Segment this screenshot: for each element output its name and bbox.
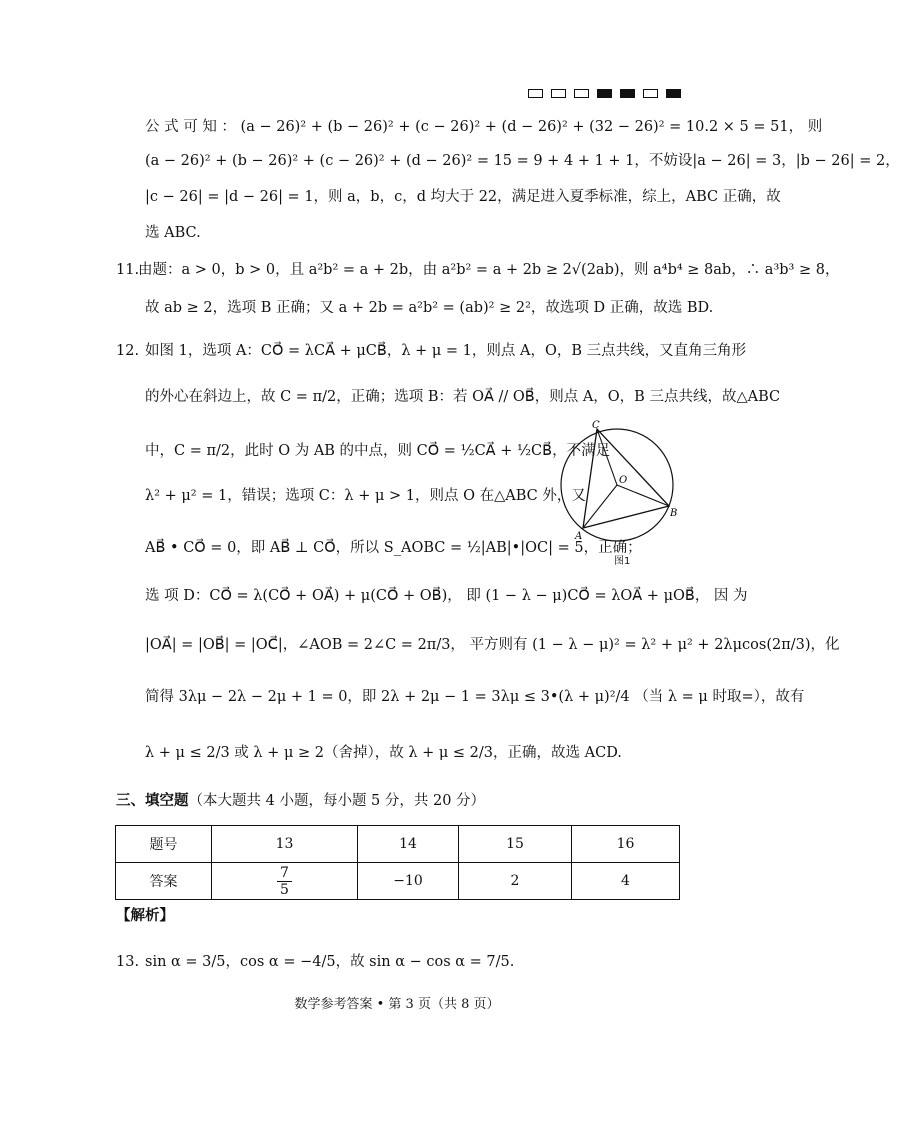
section-note: （本大题共 4 小题，每小题 5 分，共 20 分） bbox=[188, 793, 486, 809]
section-heading bbox=[116, 790, 485, 812]
table-header-cell: 题号 bbox=[116, 826, 212, 863]
marker-square-empty bbox=[528, 89, 543, 98]
section-title: 三、填空题 bbox=[116, 793, 189, 809]
text-line: AB⃗ • CO⃗ = 0，即 AB⃗ ⊥ CO⃗，所以 S_AOBC = ½|AB|•|OC| = 5，正确； bbox=[145, 540, 642, 556]
text-line: 公 式 可 知 ： (a − 26)² + (b − 26)² + (c − 26)² + (d − 26)² + (32 − 26)² = 10.2 × 5 = 51， 则 bbox=[145, 119, 823, 135]
marker-square-empty bbox=[551, 89, 566, 98]
text-line: 中，C = π/2，此时 O 为 AB 的中点，则 CO⃗ = ½CA⃗ + ½CB⃗，不满足 bbox=[145, 443, 611, 459]
fraction-denominator: 5 bbox=[280, 881, 289, 898]
page-footer: 数学参考答案 • 第 3 页（共 8 页） bbox=[294, 997, 500, 1012]
text-line: 由题：a > 0，b > 0，且 a²b² = a + 2b，由 a²b² = a + 2b ≥ 2√(2ab)，则 a⁴b⁴ ≥ 8ab，∴ a³b³ ≥ 8， bbox=[138, 262, 840, 278]
text-line: 选 项 D：CO⃗ = λ(CO⃗ + OA⃗) + μ(CO⃗ + OB⃗)， 即 (1 − λ − μ)CO⃗ = λOA⃗ + μOB⃗， 因 为 bbox=[145, 588, 748, 604]
text-line: 选 ABC. bbox=[145, 225, 201, 241]
label-a: A bbox=[575, 531, 583, 542]
table-row bbox=[116, 863, 680, 900]
answer-table bbox=[115, 825, 680, 900]
table-cell: 2 bbox=[459, 863, 572, 900]
marker-square-empty bbox=[643, 89, 658, 98]
text-line: λ + μ ≤ 2/3 或 λ + μ ≥ 2（舍掉），故 λ + μ ≤ 2/3，正确，故选 ACD. bbox=[145, 745, 622, 761]
table-cell: 16 bbox=[572, 826, 680, 863]
marker-square-filled bbox=[620, 89, 635, 98]
table-cell bbox=[212, 863, 358, 900]
label-b: B bbox=[670, 508, 678, 519]
text-line: 如图 1，选项 A：CO⃗ = λCA⃗ + μCB⃗，λ + μ = 1，则点 A，O，B 三点共线，又直角三角形 bbox=[145, 343, 747, 359]
marker-square-filled bbox=[597, 89, 612, 98]
text-line: 的外心在斜边上，故 C = π/2，正确；选项 B：若 OA⃗ // OB⃗，则点 A，O，B 三点共线，故△ABC bbox=[145, 389, 781, 405]
question-number: 12. bbox=[116, 343, 140, 359]
fraction-numerator: 7 bbox=[277, 865, 292, 882]
header-marker bbox=[528, 89, 681, 98]
table-cell: 14 bbox=[358, 826, 459, 863]
table-cell: 13 bbox=[212, 826, 358, 863]
table-cell: 15 bbox=[459, 826, 572, 863]
table-cell: −10 bbox=[358, 863, 459, 900]
text-line: sin α = 3/5，cos α = −4/5，故 sin α − cos α = 7/5. bbox=[145, 954, 515, 970]
text-line: |c − 26| = |d − 26| = 1，则 a，b，c，d 均大于 22，满足进入夏季标准，综上，ABC 正确，故 bbox=[145, 189, 781, 205]
analysis-label: 【解析】 bbox=[116, 908, 174, 924]
text-line: λ² + μ² = 1，错误；选项 C：λ + μ > 1，则点 O 在△ABC 外，又 bbox=[145, 488, 586, 504]
question-number: 13. bbox=[116, 954, 140, 970]
marker-square-empty bbox=[574, 89, 589, 98]
text-line: (a − 26)² + (b − 26)² + (c − 26)² + (d − 26)² = 15 = 9 + 4 + 1 + 1，不妨设|a − 26| = 3，|b − 26| = 2， bbox=[145, 153, 900, 169]
label-c: C bbox=[592, 420, 600, 431]
text-line: |OA⃗| = |OB⃗| = |OC⃗|，∠AOB = 2∠C = 2π/3， 平方则有 (1 − λ − μ)² = λ² + μ² + 2λμcos(2π/3)，化 bbox=[145, 637, 840, 653]
label-o: O bbox=[619, 475, 628, 486]
fraction bbox=[277, 865, 292, 898]
triangle-circle-figure bbox=[557, 418, 685, 568]
text-line: 简得 3λμ − 2λ − 2μ + 1 = 0，即 2λ + 2μ − 1 = 3λμ ≤ 3•(λ + μ)²/4 （当 λ = μ 时取=），故有 bbox=[145, 689, 805, 705]
question-number: 11. bbox=[116, 262, 140, 278]
table-header-cell: 答案 bbox=[116, 863, 212, 900]
figure-caption: 图1 bbox=[614, 556, 631, 567]
marker-square-filled bbox=[666, 89, 681, 98]
text-line: 故 ab ≥ 2，选项 B 正确；又 a + 2b = a²b² = (ab)² ≥ 2²，故选项 D 正确，故选 BD. bbox=[145, 300, 714, 316]
segment-co bbox=[597, 429, 617, 485]
table-row bbox=[116, 826, 680, 863]
segment-bo bbox=[617, 485, 669, 506]
table-cell: 4 bbox=[572, 863, 680, 900]
